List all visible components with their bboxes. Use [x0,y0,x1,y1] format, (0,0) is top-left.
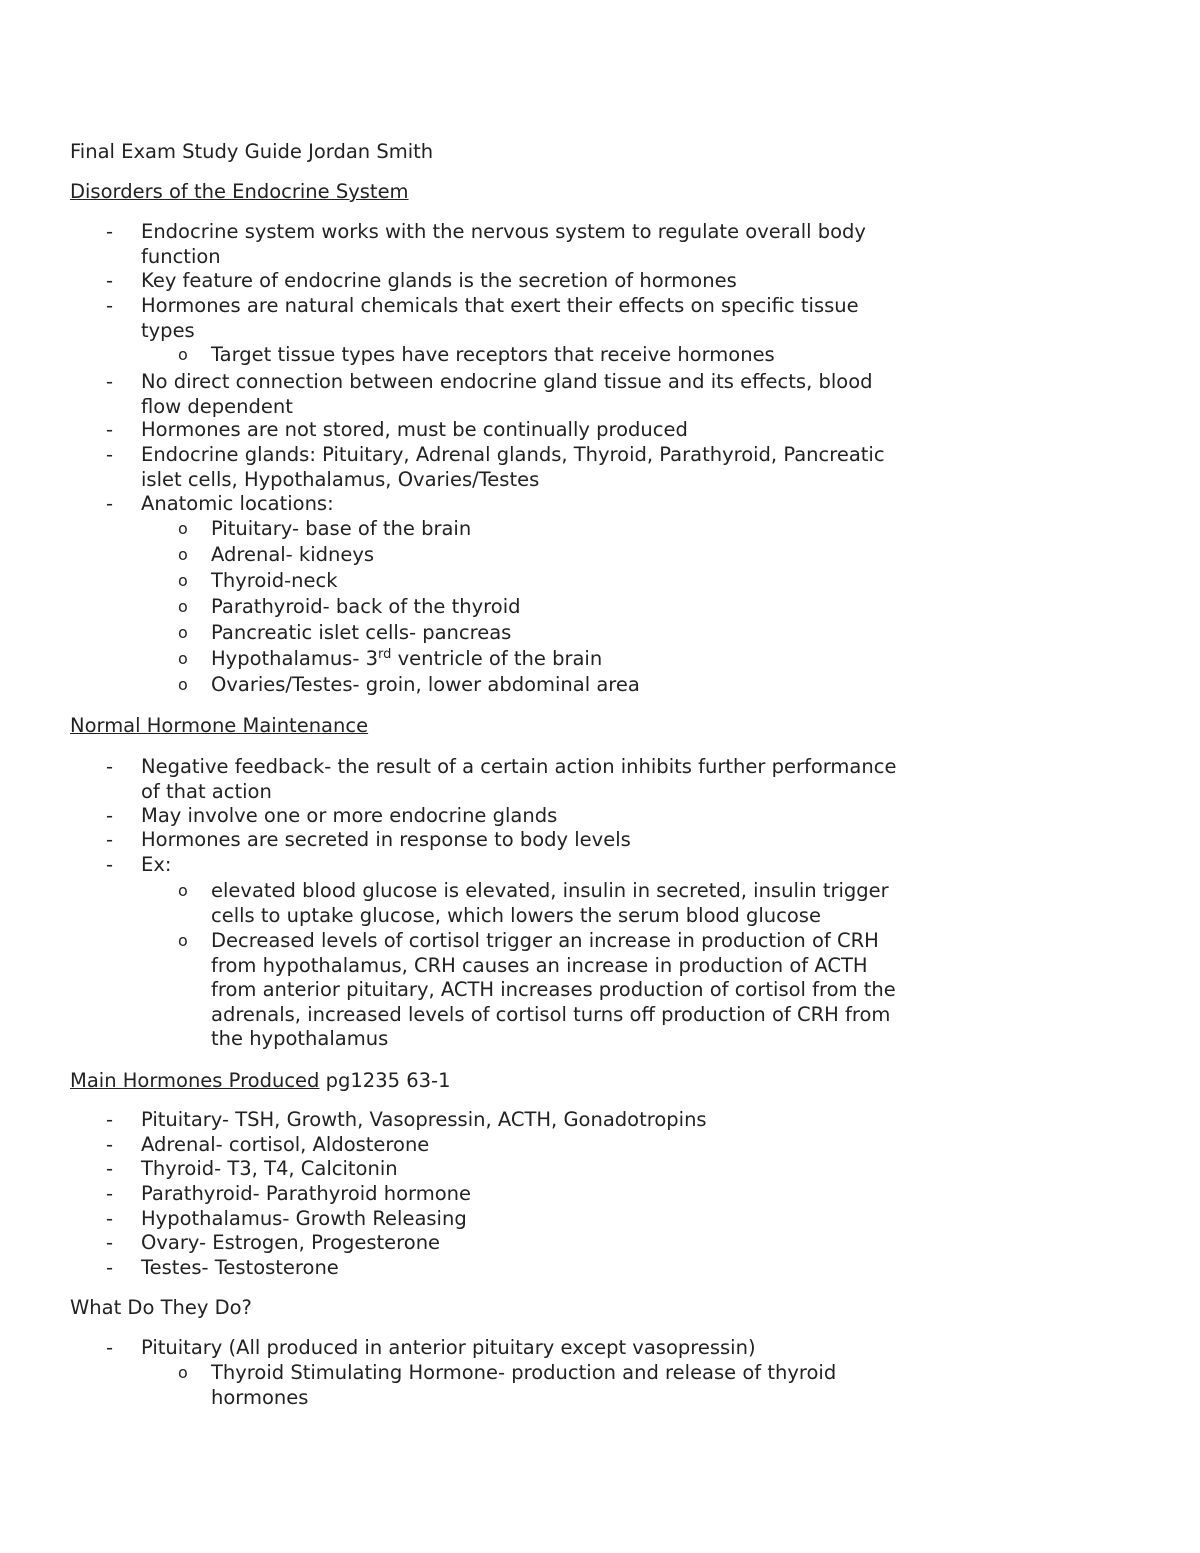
bullet-dash: - [106,269,114,292]
bullet-circle: o [178,675,188,694]
bullet-dash: - [106,1157,114,1180]
bullet-circle: o [178,545,188,564]
bullet-circle: o [178,597,188,616]
bullet-dash: - [106,853,114,876]
section-heading-disorders: Disorders of the Endocrine System [70,180,409,203]
list-item-text: Hypothalamus- Growth Releasing [141,1207,467,1230]
list-item-text [211,647,911,672]
list-item-text: Hormones are natural chemicals that exert their effects on specific tissue types [141,294,859,342]
list-item-text: Decreased levels of cortisol trigger an increase in production of CRH from hypothalamus, CRH causes an increase in production of ACTH from anterior pituitary, ACTH increases production of cortisol from the adrenals, increased levels of cortisol turns off production of CRH from the hypothalamus [211,929,896,1050]
list-item-text: Thyroid Stimulating Hormone- production and release of thyroid hormones [211,1361,837,1409]
list-item-text: Pituitary- base of the brain [211,517,472,540]
section-heading-main [70,1069,450,1094]
page-reference: pg1235 63-1 [319,1069,451,1092]
list-item-text: Adrenal- cortisol, Aldosterone [141,1133,430,1156]
hypothalamus-suffix: ventricle of the brain [391,647,603,670]
list-item-text: Parathyroid- Parathyroid hormone [141,1182,471,1205]
list-item-text: Hormones are secreted in response to body levels [141,828,631,851]
list-item-text: Parathyroid- back of the thyroid [211,595,521,618]
list-item-text: Anatomic locations: [141,492,334,515]
list-item-text: Adrenal- kidneys [211,543,375,566]
list-item-text: Testes- Testosterone [141,1256,339,1279]
bullet-circle: o [178,623,188,642]
list-item-text: Negative feedback- the result of a certain action inhibits further performance of that action [141,755,897,803]
bullet-dash: - [106,418,114,441]
list-item-text: No direct connection between endocrine gland tissue and its effects, blood flow dependent [141,370,873,418]
list-item-text: Key feature of endocrine glands is the secretion of hormones [141,269,737,292]
list-item-text: Endocrine system works with the nervous system to regulate overall body function [141,220,866,268]
bullet-dash: - [106,1207,114,1230]
bullet-circle: o [178,1363,188,1382]
list-item-text: Ex: [141,853,172,876]
list-item-text: Thyroid-neck [211,569,338,592]
ordinal-suffix: rd [378,647,392,662]
list-item-text: Ovary- Estrogen, Progesterone [141,1231,441,1254]
list-item-text: Target tissue types have receptors that receive hormones [211,343,775,366]
bullet-circle: o [178,345,188,364]
bullet-dash: - [106,370,114,393]
list-item-text: Pituitary- TSH, Growth, Vasopressin, ACTH, Gonadotropins [141,1108,707,1131]
list-item-text: Pancreatic islet cells- pancreas [211,621,512,644]
bullet-circle: o [178,881,188,900]
bullet-dash: - [106,755,114,778]
bullet-dash: - [106,804,114,827]
hypothalamus-prefix: Hypothalamus- 3 [211,647,378,670]
bullet-dash: - [106,1336,114,1359]
bullet-circle: o [178,571,188,590]
list-item-text: Pituitary (All produced in anterior pituitary except vasopressin) [141,1336,756,1359]
bullet-dash: - [106,1108,114,1131]
section-heading-what: What Do They Do? [70,1296,252,1319]
bullet-dash: - [106,1256,114,1279]
bullet-circle: o [178,519,188,538]
bullet-dash: - [106,1231,114,1254]
bullet-dash: - [106,1182,114,1205]
section-heading-main-title: Main Hormones Produced [70,1069,320,1092]
list-item-text: Thyroid- T3, T4, Calcitonin [141,1157,398,1180]
bullet-circle: o [178,649,188,668]
bullet-dash: - [106,220,114,243]
page-title: Final Exam Study Guide Jordan Smith [70,140,434,163]
bullet-dash: - [106,828,114,851]
bullet-dash: - [106,294,114,317]
list-item-text: elevated blood glucose is elevated, insulin in secreted, insulin trigger cells to uptake glucose, which lowers the serum blood glucose [211,879,889,927]
section-heading-normal: Normal Hormone Maintenance [70,714,369,737]
bullet-circle: o [178,931,188,950]
bullet-dash: - [106,443,114,466]
list-item-text: May involve one or more endocrine glands [141,804,558,827]
list-item-text: Endocrine glands: Pituitary, Adrenal glands, Thyroid, Parathyroid, Pancreatic islet cells, Hypothalamus, Ovaries/Testes [141,443,885,491]
bullet-dash: - [106,1133,114,1156]
list-item-text: Ovaries/Testes- groin, lower abdominal area [211,673,640,696]
bullet-dash: - [106,492,114,515]
list-item-text: Hormones are not stored, must be continually produced [141,418,688,441]
